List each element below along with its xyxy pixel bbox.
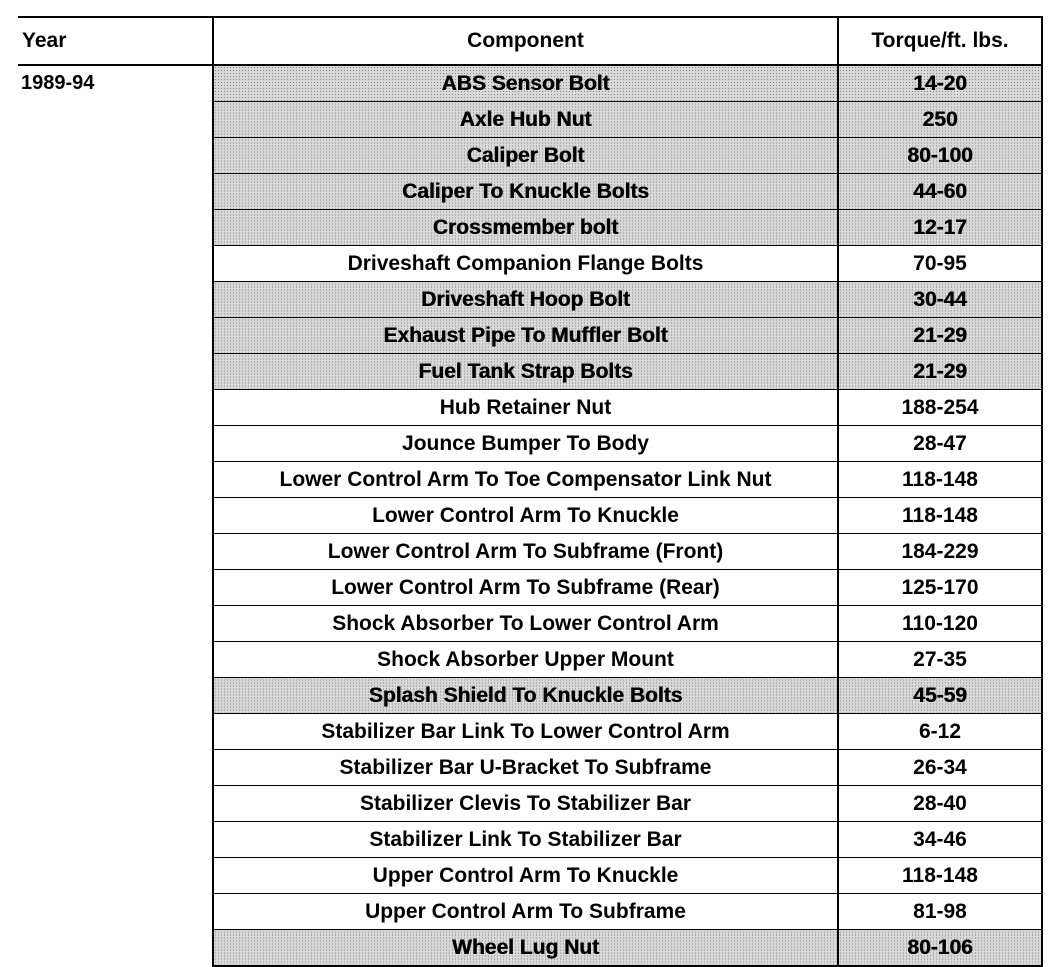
torque-cell (838, 642, 1042, 678)
component-cell (213, 570, 838, 606)
component-cell (213, 102, 838, 138)
torque-value: 28-47 (913, 432, 967, 455)
torque-cell (838, 210, 1042, 246)
component-cell (213, 210, 838, 246)
torque-value: 21-29 (913, 324, 967, 347)
torque-value: 44-60 (913, 180, 967, 203)
component-name: Hub Retainer Nut (439, 396, 612, 419)
torque-cell (838, 246, 1042, 282)
component-cell (213, 246, 838, 282)
torque-value: 28-40 (913, 792, 967, 815)
component-cell (213, 750, 838, 786)
torque-cell (838, 894, 1042, 930)
component-name: Caliper Bolt (466, 144, 585, 167)
component-name: Lower Control Arm To Knuckle (372, 504, 679, 527)
torque-cell (838, 534, 1042, 570)
torque-cell (838, 786, 1042, 822)
component-name: Shock Absorber Upper Mount (377, 648, 674, 671)
component-cell (213, 858, 838, 894)
torque-spec-table (18, 16, 1043, 967)
component-cell (213, 534, 838, 570)
torque-cell (838, 570, 1042, 606)
torque-cell (838, 282, 1042, 318)
table-row (18, 65, 1042, 102)
component-cell (213, 498, 838, 534)
component-name: Splash Shield To Knuckle Bolts (368, 684, 683, 707)
torque-cell (838, 426, 1042, 462)
component-name: Stabilizer Bar U-Bracket To Subframe (339, 756, 712, 779)
torque-value: 184-229 (901, 540, 979, 563)
component-name: Driveshaft Companion Flange Bolts (347, 252, 704, 275)
torque-cell (838, 930, 1042, 967)
component-cell (213, 426, 838, 462)
torque-value: 118-148 (902, 504, 978, 527)
torque-cell (838, 354, 1042, 390)
torque-value: 110-120 (902, 612, 978, 635)
component-cell (213, 65, 838, 102)
torque-cell (838, 65, 1042, 102)
component-name: Wheel Lug Nut (452, 936, 599, 959)
torque-value: 118-148 (902, 864, 978, 887)
component-name: Stabilizer Clevis To Stabilizer Bar (359, 792, 692, 815)
torque-cell (838, 102, 1042, 138)
torque-column-header: Torque/ft. lbs. (838, 17, 1042, 65)
component-name: Stabilizer Bar Link To Lower Control Arm (321, 720, 730, 743)
component-cell (213, 462, 838, 498)
torque-cell (838, 318, 1042, 354)
component-name: Caliper To Knuckle Bolts (402, 180, 649, 203)
torque-value: 125-170 (901, 576, 979, 599)
torque-cell (838, 498, 1042, 534)
component-cell (213, 282, 838, 318)
component-cell (213, 786, 838, 822)
torque-value: 81-98 (913, 900, 967, 923)
torque-value: 34-46 (913, 828, 967, 851)
torque-cell (838, 858, 1042, 894)
year-cell (18, 65, 213, 966)
torque-value: 12-17 (913, 216, 967, 239)
component-name: Shock Absorber To Lower Control Arm (332, 612, 719, 635)
torque-value: 27-35 (913, 648, 967, 671)
torque-cell (838, 390, 1042, 426)
component-cell (213, 678, 838, 714)
torque-value: 80-106 (907, 936, 973, 959)
header-row (18, 17, 1042, 65)
component-name: Jounce Bumper To Body (402, 432, 649, 455)
torque-cell (838, 822, 1042, 858)
component-name: Lower Control Arm To Toe Compensator Link Nut (279, 468, 772, 491)
component-name: Exhaust Pipe To Muffler Bolt (383, 324, 668, 347)
torque-value: 45-59 (913, 684, 967, 707)
torque-value: 6-12 (918, 720, 962, 743)
component-name: Crossmember bolt (432, 216, 619, 239)
torque-value: 26-34 (913, 756, 967, 779)
torque-value: 118-148 (902, 468, 978, 491)
year-column-header: Year (18, 17, 213, 65)
component-cell (213, 930, 838, 967)
component-name: Stabilizer Link To Stabilizer Bar (369, 828, 682, 851)
component-cell (213, 714, 838, 750)
component-name: Fuel Tank Strap Bolts (418, 360, 633, 383)
component-name: Driveshaft Hoop Bolt (421, 288, 630, 311)
torque-value: 30-44 (913, 288, 967, 311)
table-header (18, 17, 1042, 65)
component-cell (213, 174, 838, 210)
component-cell (213, 354, 838, 390)
torque-cell (838, 750, 1042, 786)
component-cell (213, 390, 838, 426)
torque-value: 21-29 (913, 360, 967, 383)
torque-value: 250 (922, 108, 958, 131)
torque-cell (838, 606, 1042, 642)
component-name: ABS Sensor Bolt (441, 72, 610, 95)
torque-cell (838, 714, 1042, 750)
component-cell (213, 822, 838, 858)
component-name: Upper Control Arm To Knuckle (372, 864, 679, 887)
component-cell (213, 894, 838, 930)
year-value: 1989-94 (21, 72, 95, 94)
torque-value: 188-254 (901, 396, 979, 419)
table-body (18, 65, 1042, 966)
torque-cell (838, 174, 1042, 210)
component-cell (213, 318, 838, 354)
component-column-header: Component (213, 17, 838, 65)
component-name: Axle Hub Nut (459, 108, 592, 131)
component-cell (213, 642, 838, 678)
torque-cell (838, 138, 1042, 174)
torque-value: 70-95 (913, 252, 967, 275)
component-cell (213, 606, 838, 642)
torque-cell (838, 678, 1042, 714)
torque-cell (838, 462, 1042, 498)
component-name: Lower Control Arm To Subframe (Front) (327, 540, 724, 563)
component-name: Lower Control Arm To Subframe (Rear) (331, 576, 720, 599)
torque-value: 80-100 (907, 144, 973, 167)
component-cell (213, 138, 838, 174)
component-name: Upper Control Arm To Subframe (365, 900, 686, 923)
torque-value: 14-20 (913, 72, 967, 95)
